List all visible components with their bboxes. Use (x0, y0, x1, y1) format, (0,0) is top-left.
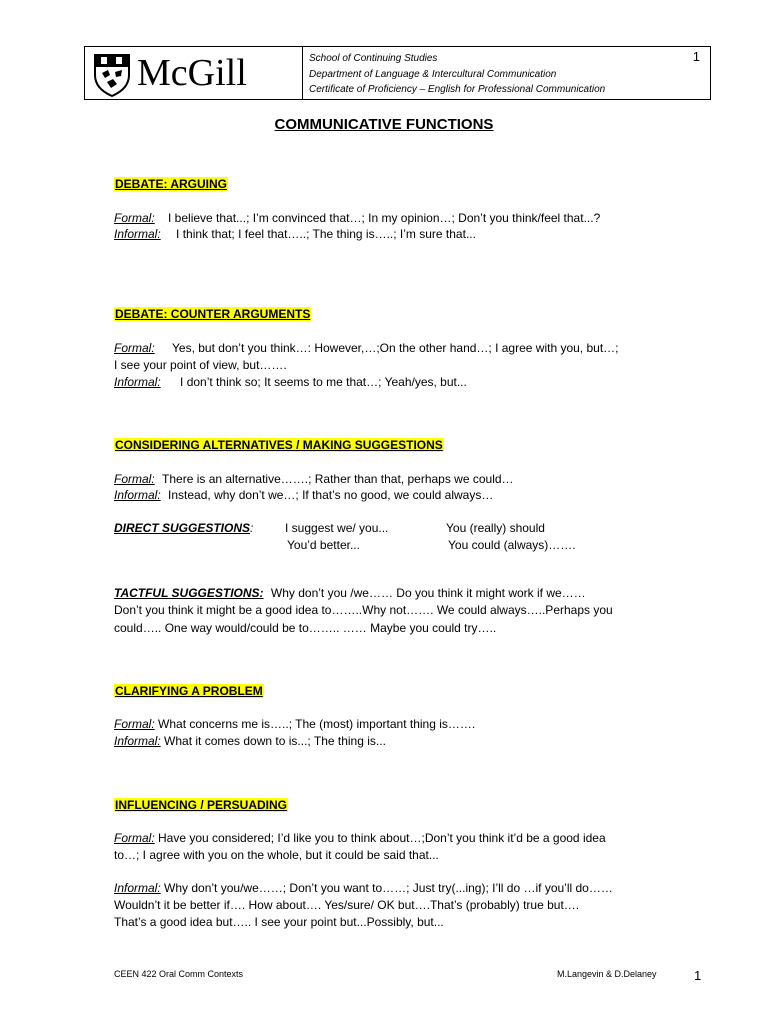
counter-formal-label: Formal: (114, 341, 155, 355)
counter-formal-line (114, 340, 619, 356)
alternatives-formal-text: There is an alternative…….; Rather than that, perhaps we could… (162, 472, 514, 486)
header-school: School of Continuing Studies (309, 53, 438, 64)
counter-formal-text: Yes, but don’t you think…: However,…;On the other hand…; I agree with you, but…; (172, 341, 619, 355)
alternatives-formal-line (114, 471, 514, 487)
arguing-informal-label: Informal: (114, 227, 161, 241)
direct-suggestion-b2: You could (always)……. (448, 538, 576, 552)
heading-debate-arguing: DEBATE: ARGUING (115, 177, 227, 191)
clarifying-formal-line (114, 716, 475, 732)
header-certificate: Certificate of Proficiency – English for Professional Communication (309, 84, 606, 95)
tactful-text-3: could….. One way would/could be to…….. …… Maybe you could try….. (114, 621, 497, 635)
influencing-informal-text: Why don’t you/we……; Don’t you want to……; Just try(...ing); I’ll do …if you’ll do…… (164, 881, 613, 895)
alternatives-formal-label: Formal: (114, 472, 155, 486)
direct-suggestions-label: DIRECT SUGGESTIONS (114, 521, 251, 535)
clarifying-informal-line (114, 733, 386, 749)
influencing-formal-text-2: to…; I agree with you on the whole, but it could be said that... (114, 848, 439, 862)
mcgill-shield-icon (93, 53, 131, 102)
alternatives-informal-line (114, 487, 493, 503)
alternatives-informal-text: Instead, why don’t we…; If that’s no good, we could always… (168, 488, 494, 502)
clarifying-informal-label: Informal: (114, 734, 161, 748)
tactful-line-1 (114, 585, 586, 601)
counter-informal-label: Informal: (114, 375, 161, 389)
arguing-formal-label: Formal: (114, 211, 155, 225)
direct-suggestion-a2: You (really) should (446, 521, 545, 535)
counter-informal-line (114, 374, 467, 390)
header-box (84, 46, 711, 100)
influencing-formal-line (114, 830, 606, 846)
direct-suggestion-b1: You’d better... (287, 538, 360, 552)
influencing-informal-text-2: Wouldn’t it be better if…. How about…. Yes/sure/ OK but….That’s (probably) true but…. (114, 898, 580, 912)
clarifying-formal-text: What concerns me is…..; The (most) important thing is……. (158, 717, 476, 731)
page-title: COMMUNICATIVE FUNCTIONS (274, 116, 494, 133)
direct-suggestion-a1: I suggest we/ you... (285, 521, 389, 535)
mcgill-logo-text: McGill (137, 52, 247, 94)
influencing-informal-line (114, 880, 613, 896)
header-page-number: 1 (692, 49, 700, 64)
alternatives-informal-label: Informal: (114, 488, 161, 502)
tactful-text-1: Why don’t you /we…… Do you think it might work if we…… (270, 586, 586, 600)
arguing-formal-line (114, 210, 600, 226)
footer-page-number: 1 (694, 968, 702, 983)
clarifying-informal-text: What it comes down to is...; The thing is... (164, 734, 386, 748)
influencing-formal-text: Have you considered; I’d like you to think about…;Don’t you think it’d be a good idea (158, 831, 606, 845)
direct-suggestions-colon: : (250, 521, 254, 535)
clarifying-formal-label: Formal: (114, 717, 155, 731)
influencing-informal-text-3: That’s a good idea but….. I see your point but...Possibly, but... (114, 915, 444, 929)
arguing-informal-text: I think that; I feel that…..; The thing is…..; I’m sure that... (176, 227, 476, 241)
heading-counter-arguments: DEBATE: COUNTER ARGUMENTS (115, 307, 311, 321)
counter-formal-text-2: I see your point of view, but……. (114, 358, 287, 372)
arguing-informal-line (114, 226, 476, 242)
tactful-suggestions-label: TACTFUL SUGGESTIONS: (114, 586, 264, 600)
tactful-text-2: Don’t you think it might be a good idea to……..Why not……. We could always…..Perhaps you (114, 603, 613, 617)
influencing-formal-label: Formal: (114, 831, 155, 845)
heading-clarifying-problem: CLARIFYING A PROBLEM (115, 684, 263, 698)
header-department: Department of Language & Intercultural Communication (309, 69, 557, 80)
counter-informal-text: I don’t think so; It seems to me that…; Yeah/yes, but... (180, 375, 467, 389)
header-divider (302, 47, 303, 99)
footer-authors: M.Langevin & D.Delaney (557, 969, 657, 979)
heading-influencing-persuading: INFLUENCING / PERSUADING (115, 798, 288, 812)
arguing-formal-text: I believe that...; I’m convinced that…; In my opinion…; Don’t you think/feel that...? (168, 211, 601, 225)
footer-course: CEEN 422 Oral Comm Contexts (114, 969, 244, 979)
influencing-informal-label: Informal: (114, 881, 161, 895)
heading-considering-alternatives: CONSIDERING ALTERNATIVES / MAKING SUGGESTIONS (115, 438, 443, 452)
direct-suggestions-label-wrap (114, 520, 253, 536)
